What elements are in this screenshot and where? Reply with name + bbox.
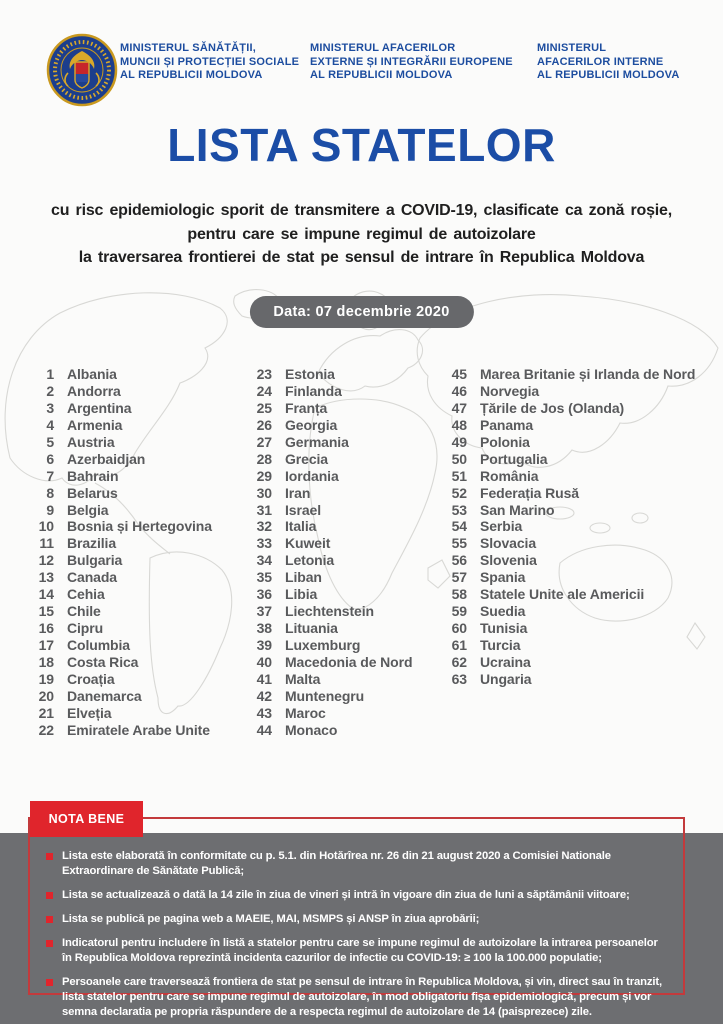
country-number: 25 [256,399,272,416]
country-name: Grecia [285,450,328,467]
country-row [246,468,438,485]
country-name: Andorra [67,382,121,399]
nota-bene-item [46,936,668,966]
country-row [441,383,719,400]
country-name: Norvegia [480,382,540,399]
country-name: Letonia [285,552,335,569]
country-row [28,502,243,519]
country-number: 21 [38,704,54,721]
country-number: 34 [256,552,272,569]
subtitle-line: cu risc epidemiologic sporit de transmitere a COVID-19, clasificate ca zonă roșie, [51,202,672,219]
country-row [246,722,438,739]
country-number: 3 [46,399,54,416]
country-name: Elveția [67,704,112,721]
country-name: San Marino [480,501,555,518]
country-row [28,671,243,688]
country-row [28,535,243,552]
bullet-icon [46,979,53,986]
country-column-2 [246,366,438,739]
country-row [246,620,438,637]
country-name: România [480,467,539,484]
country-number: 19 [38,670,54,687]
country-row [246,434,438,451]
country-number: 55 [451,535,467,552]
country-name: Franța [285,399,328,416]
country-number: 59 [451,603,467,620]
country-row [246,383,438,400]
nota-bene-item [46,975,668,1020]
country-number: 30 [256,484,272,501]
ministry-line: EXTERNE ȘI INTEGRĂRII EUROPENE [310,55,513,68]
ministry-internal-affairs-title [537,42,712,83]
country-number: 26 [256,416,272,433]
nota-bene-text: Lista se publică pe pagina web a MAEIE, MAI, MSMPS și ANSP în ziua aprobării; [62,913,480,925]
nota-bene-tab: NOTA BENE [30,801,143,837]
country-row [246,502,438,519]
country-row [441,552,719,569]
country-name: Austria [67,433,115,450]
country-name: Cehia [67,586,105,603]
country-row [28,637,243,654]
country-name: Estonia [285,366,335,382]
country-name: Danemarca [67,687,142,704]
country-number: 46 [451,382,467,399]
country-name: Brazilia [67,535,116,552]
country-row [246,671,438,688]
country-number: 22 [38,721,54,738]
country-row [28,620,243,637]
country-number: 4 [46,416,54,433]
ministry-line: AL REPUBLICII MOLDOVA [310,69,453,81]
ministry-line: AFACERILOR INTERNE [537,55,664,68]
moldova-government-seal-icon [46,33,118,107]
country-name: Macedonia de Nord [285,653,413,670]
country-number: 52 [451,484,467,501]
country-row [246,366,438,383]
country-number: 16 [38,620,54,637]
country-name: Portugalia [480,450,548,467]
page-subtitle [40,199,683,270]
country-name: Azerbaidjan [67,450,146,467]
country-name: Belgia [67,501,109,518]
country-row [441,417,719,434]
country-number: 38 [256,620,272,637]
nota-bene-text: Indicatorul pentru includere în listă a statelor pentru care se impune regimul de autoizolare la intrarea persoanelor în Republica Moldova reprezintă incidenta cazurilor de infectie cu COVID-19: ≥ 100 la 100.000 populatie; [62,937,658,964]
date-badge: Data: 07 decembrie 2020 [249,296,473,328]
country-row [441,603,719,620]
country-row [246,654,438,671]
country-number: 28 [256,450,272,467]
ministry-foreign-affairs-title [310,42,520,83]
country-name: Argentina [67,399,132,416]
country-number: 37 [256,603,272,620]
country-number: 62 [451,653,467,670]
nota-bene-item [46,912,668,927]
country-number: 33 [256,535,272,552]
country-column-3 [441,366,719,688]
country-name: Iordania [285,467,339,484]
country-row [441,637,719,654]
country-number: 41 [256,670,272,687]
country-name: Liechtenstein [285,603,374,620]
bullet-icon [46,892,53,899]
country-row [28,451,243,468]
country-name: Monaco [285,721,338,738]
country-name: Bosnia și Hertegovina [67,518,212,535]
ministry-line: AL REPUBLICII MOLDOVA [537,69,680,81]
country-number: 43 [256,704,272,721]
nota-bene-text: Lista se actualizează o dată la 14 zile în ziua de vineri și intră în vigoare din ziua de luni a săptămânii viitoare; [62,889,630,901]
country-name: Chile [67,603,101,620]
country-name: Finlanda [285,382,342,399]
country-row [28,518,243,535]
country-number: 20 [38,687,54,704]
country-row [246,688,438,705]
country-name: Muntenegru [285,687,365,704]
country-row [441,569,719,586]
country-row [441,468,719,485]
country-row [246,637,438,654]
nota-bene-item [46,849,668,879]
country-row [28,400,243,417]
country-row [441,485,719,502]
country-row [28,383,243,400]
ministry-line: MINISTERUL SĂNĂTĂȚII, [120,42,256,54]
country-row [28,468,243,485]
country-name: Belarus [67,484,118,501]
bullet-icon [46,916,53,923]
country-number: 40 [256,653,272,670]
country-row [441,434,719,451]
country-row [28,722,243,739]
country-name: Țările de Jos (Olanda) [480,399,625,416]
country-name: Statele Unite ale Americii [480,586,645,603]
country-number: 9 [46,501,54,518]
country-number: 13 [38,569,54,586]
country-row [246,518,438,535]
country-row [441,518,719,535]
country-number: 39 [256,637,272,653]
country-name: Slovacia [480,535,537,552]
country-name: Iran [285,484,311,501]
country-name: Spania [480,569,526,586]
country-name: Maroc [285,704,326,721]
country-name: Suedia [480,603,526,620]
country-name: Slovenia [480,552,537,569]
country-column-1 [28,366,243,739]
country-row [28,485,243,502]
country-name: Croația [67,670,115,687]
bullet-icon [46,853,53,860]
country-row [28,366,243,383]
country-name: Tunisia [480,620,528,637]
subtitle-line: pentru care se impune regimul de autoizolare [187,225,536,243]
country-number: 49 [451,433,467,450]
country-row [28,569,243,586]
country-name: Kuweit [285,535,331,552]
country-row [246,603,438,620]
country-number: 56 [451,552,467,569]
ministry-line: MINISTERUL [537,42,607,54]
country-number: 45 [451,366,467,382]
bullet-icon [46,940,53,947]
country-name: Germania [285,433,349,450]
country-number: 60 [451,620,467,637]
country-name: Emiratele Arabe Unite [67,721,210,738]
country-number: 29 [256,467,272,484]
ministry-line: MINISTERUL AFACERILOR [310,42,456,54]
country-name: Luxemburg [285,637,361,653]
country-number: 15 [38,603,54,620]
country-name: Polonia [480,433,530,450]
country-number: 47 [451,399,467,416]
country-row [441,502,719,519]
country-number: 63 [451,670,467,687]
country-number: 50 [451,450,467,467]
country-row [441,451,719,468]
country-name: Cipru [67,620,104,637]
country-name: Columbia [67,637,130,653]
country-name: Marea Britanie și Irlanda de Nord [480,366,696,382]
country-row [246,586,438,603]
country-number: 24 [256,382,272,399]
country-number: 53 [451,501,467,518]
country-number: 31 [256,501,272,518]
country-number: 18 [38,653,54,670]
ministry-line: AL REPUBLICII MOLDOVA [120,69,263,81]
country-name: Ungaria [480,670,532,687]
country-row [28,603,243,620]
country-row [28,417,243,434]
country-name: Costa Rica [67,653,139,670]
country-number: 44 [256,721,272,738]
country-number: 10 [38,518,54,535]
nota-bene-text: Persoanele care traversează frontiera de stat pe sensul de intrare în Republica Moldova, și vin, direct sau în tranzit, lista statelor pentru care se impune regimul de autoizolare, în mod obligatoriu fișa epidemiologică, precum și vor semna declaratia pe propria răspundere de a respecta regimul de autoizolare de 14 (paisprezece) zile. [62,976,662,1018]
country-name: Lituania [285,620,338,637]
country-number: 61 [451,637,467,653]
country-name: Bulgaria [67,552,123,569]
country-row [28,586,243,603]
country-number: 14 [38,586,54,603]
country-number: 6 [46,450,54,467]
country-name: Canada [67,569,117,586]
subtitle-line: la traversarea frontierei de stat pe sensul de intrare în Republica Moldova [78,249,645,266]
country-number: 35 [256,569,272,586]
country-number: 42 [256,687,272,704]
country-row [28,552,243,569]
country-number: 11 [39,535,54,552]
country-number: 1 [46,366,54,382]
ministry-health-title [120,42,305,83]
country-row [441,400,719,417]
country-name: Bahrain [67,467,119,484]
country-row [441,654,719,671]
country-number: 54 [451,518,467,535]
country-row [246,705,438,722]
country-number: 5 [46,433,54,450]
country-row [246,485,438,502]
country-row [441,586,719,603]
country-row [441,620,719,637]
country-name: Albania [67,366,117,382]
country-number: 48 [451,416,467,433]
country-name: Armenia [67,416,123,433]
country-name: Panama [480,416,534,433]
country-row [28,705,243,722]
country-number: 32 [256,518,272,535]
country-name: Libia [285,586,318,603]
country-row [441,671,719,688]
country-number: 36 [256,586,272,603]
country-row [246,535,438,552]
country-number: 8 [46,484,54,501]
country-row [28,434,243,451]
country-name: Serbia [480,518,523,535]
country-name: Liban [285,569,322,586]
country-name: Israel [285,501,321,518]
country-name: Georgia [285,416,338,433]
ministry-line: MUNCII ȘI PROTECȚIEI SOCIALE [120,55,300,68]
country-number: 27 [256,433,272,450]
country-row [246,400,438,417]
country-number: 23 [256,366,272,382]
country-row [246,451,438,468]
country-number: 2 [46,382,54,399]
country-row [441,366,719,383]
nota-bene-items [46,849,668,1020]
country-number: 7 [46,467,54,484]
country-number: 57 [451,569,467,586]
country-number: 17 [38,637,54,653]
country-row [441,535,719,552]
country-name: Turcia [480,637,521,653]
country-row [246,417,438,434]
country-name: Italia [285,518,317,535]
country-name: Malta [285,670,321,687]
page-title: LISTA STATELOR [167,119,556,171]
nota-bene-text: Lista este elaborată în conformitate cu p. 5.1. din Hotărîrea nr. 26 din 21 august 2020 a Comisiei Nationale Extraordinare de Sănătate Publică; [62,850,611,877]
country-number: 51 [451,467,467,484]
country-name: Ucraina [480,653,531,670]
country-number: 58 [451,586,467,603]
country-number: 12 [38,552,54,569]
nota-bene-item [46,888,668,903]
country-name: Federația Rusă [480,484,579,501]
country-row [246,552,438,569]
country-row [28,654,243,671]
country-row [246,569,438,586]
country-row [28,688,243,705]
